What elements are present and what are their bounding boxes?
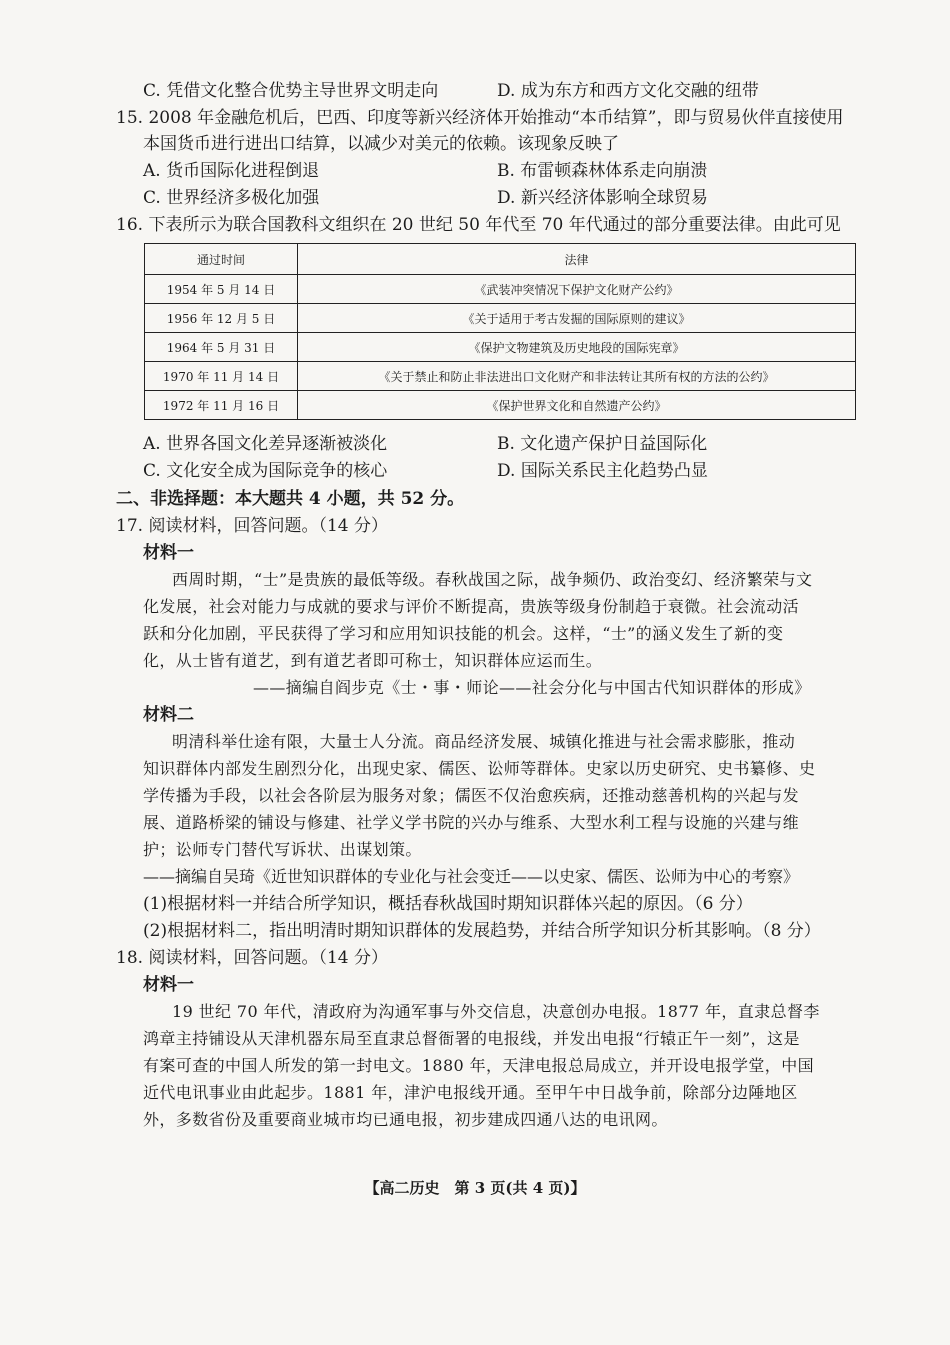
q18-material1-line: 有案可查的中国人所发的第一封电文。1880 年，天津电报总局成立，并开设电报学堂，中国 — [143, 1056, 815, 1075]
row-date: 1970 年 11 月 14 日 — [145, 362, 298, 391]
header-law: 法律 — [298, 244, 856, 275]
page-footer: 【高二历史 第 3 页(共 4 页)】 — [364, 1179, 586, 1197]
table-row — [145, 391, 856, 420]
q15-option-c: C. 世界经济多极化加强 — [143, 188, 320, 208]
q18-material1-line: 鸿章主持铺设从天津机器东局至直隶总督衙署的电报线，并发出电报“行辕正午一刻”，这是 — [143, 1029, 800, 1048]
row-law: 《关于适用于考古发掘的国际原则的建议》 — [298, 304, 856, 333]
row-date: 1964 年 5 月 31 日 — [145, 333, 298, 362]
q17-material1-line: 跃和分化加剧，平民获得了学习和应用知识技能的机会。这样，“士”的涵义发生了新的变 — [143, 624, 784, 643]
q16-option-c: C. 文化安全成为国际竞争的核心 — [143, 461, 388, 481]
q15-option-d: D. 新兴经济体影响全球贸易 — [497, 188, 708, 208]
row-law: 《保护文物建筑及历史地段的国际宪章》 — [298, 333, 856, 362]
table-row — [145, 304, 856, 333]
row-law: 《保护世界文化和自然遗产公约》 — [298, 391, 856, 420]
table-row — [145, 275, 856, 304]
row-date: 1956 年 12 月 5 日 — [145, 304, 298, 333]
header-date: 通过时间 — [145, 244, 298, 275]
q17-material2-source: ——摘编自吴琦《近世知识群体的专业化与社会变迁——以史家、儒医、讼师为中心的考察》 — [143, 867, 800, 886]
table-row — [145, 333, 856, 362]
q17-material1-line: 化，从士皆有道艺，到有道艺者即可称士，知识群体应运而生。 — [143, 651, 603, 670]
q15-option-a: A. 货币国际化进程倒退 — [143, 161, 320, 181]
law-table — [144, 243, 856, 420]
q17-material2-line: 学传播为手段，以社会各阶层为服务对象；儒医不仅治愈疾病，还推动慈善机构的兴起与发 — [143, 786, 800, 805]
q17-question1: (1)根据材料一并结合所学知识，概括春秋战国时期知识群体兴起的原因。（6 分） — [143, 894, 753, 914]
q16-stem: 16. 下表所示为联合国教科文组织在 20 世纪 50 年代至 70 年代通过的部分重要法律。由此可见 — [116, 215, 841, 235]
q17-material1-label: 材料一 — [143, 543, 194, 563]
q18-material1-line: 外，多数省份及重要商业城市均已通电报，初步建成四通八达的电讯网。 — [143, 1110, 668, 1129]
q15-stem-line2: 本国货币进行进出口结算，以减少对美元的依赖。该现象反映了 — [143, 134, 619, 154]
q17-material1-source: ——摘编自阎步克《士・事・师论——社会分化与中国古代知识群体的形成》 — [253, 678, 811, 697]
row-date: 1972 年 11 月 16 日 — [145, 391, 298, 420]
q18-material1-line: 19 世纪 70 年代，清政府为沟通军事与外交信息，决意创办电报。1877 年，直隶总督李 — [172, 1002, 820, 1021]
q14-option-c: C. 凭借文化整合优势主导世界文明走向 — [143, 81, 439, 101]
q18-material1-label: 材料一 — [143, 975, 194, 995]
q18-stem: 18. 阅读材料，回答问题。（14 分） — [116, 948, 388, 968]
row-date: 1954 年 5 月 14 日 — [145, 275, 298, 304]
q15-option-b: B. 布雷顿森林体系走向崩溃 — [497, 161, 708, 181]
q17-question2: (2)根据材料二，指出明清时期知识群体的发展趋势，并结合所学知识分析其影响。（8 分） — [143, 921, 821, 941]
table-row — [145, 362, 856, 391]
q18-material1-line: 近代电讯事业由此起步。1881 年，津沪电报线开通。至甲午中日战争前，除部分边陲地区 — [143, 1083, 798, 1102]
q16-option-b: B. 文化遗产保护日益国际化 — [497, 434, 708, 454]
q17-material2-line: 护；讼师专门替代写诉状、出谋划策。 — [143, 840, 422, 859]
q16-option-d: D. 国际关系民主化趋势凸显 — [497, 461, 708, 481]
q17-material2-line: 明清科举仕途有限，大量士人分流。商品经济发展、城镇化推进与社会需求膨胀，推动 — [172, 732, 796, 751]
row-law: 《关于禁止和防止非法进出口文化财产和非法转让其所有权的方法的公约》 — [298, 362, 856, 391]
section-heading: 二、非选择题：本大题共 4 小题，共 52 分。 — [116, 489, 465, 509]
q17-material2-line: 展、道路桥梁的铺设与修建、社学义学书院的兴办与维系、大型水利工程与设施的兴建与维 — [143, 813, 800, 832]
q14-option-d: D. 成为东方和西方文化交融的纽带 — [497, 81, 759, 101]
q17-material1-line: 西周时期，“士”是贵族的最低等级。春秋战国之际，战争频仍、政治变幻、经济繁荣与文 — [172, 570, 813, 589]
q17-material1-line: 化发展，社会对能力与成就的要求与评价不断提高，贵族等级身份制趋于衰微。社会流动活 — [143, 597, 800, 616]
row-law: 《武装冲突情况下保护文化财产公约》 — [298, 275, 856, 304]
q16-option-a: A. 世界各国文化差异逐渐被淡化 — [143, 434, 388, 454]
table-header-row — [145, 244, 856, 275]
q17-material2-label: 材料二 — [143, 705, 194, 725]
q17-stem: 17. 阅读材料，回答问题。（14 分） — [116, 516, 388, 536]
q17-material2-line: 知识群体内部发生剧烈分化，出现史家、儒医、讼师等群体。史家以历史研究、史书纂修、史 — [143, 759, 816, 778]
q15-stem-line1: 15. 2008 年金融危机后，巴西、印度等新兴经济体开始推动“本币结算”，即与贸易伙伴直接使用 — [116, 108, 844, 128]
